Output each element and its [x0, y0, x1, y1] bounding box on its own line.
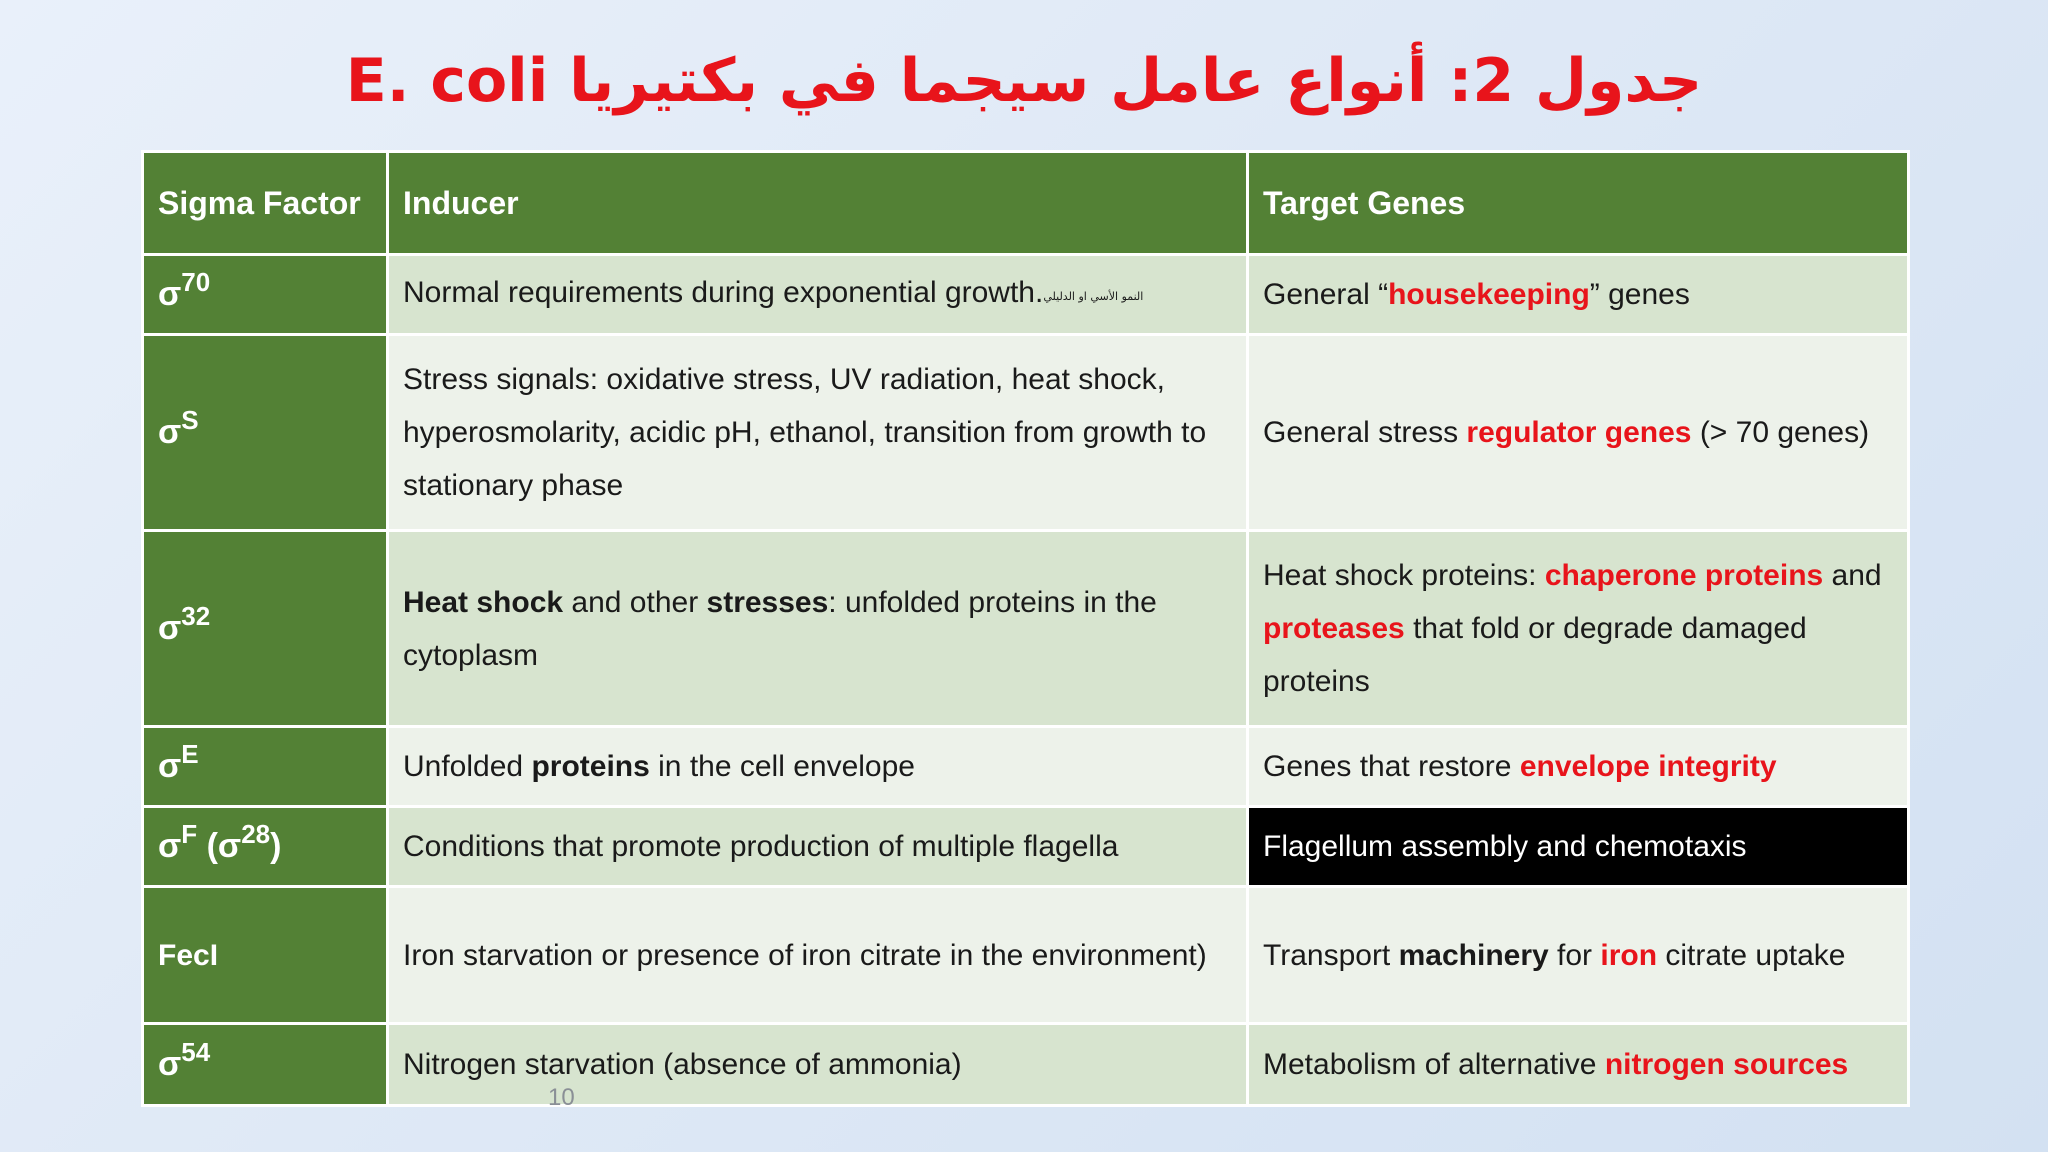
header-target-genes: Target Genes [1248, 152, 1909, 255]
inducer-text: Unfolded [403, 750, 532, 783]
header-inducer: Inducer [388, 152, 1248, 255]
inducer-cell [388, 255, 1248, 335]
sigma-cell [143, 531, 388, 727]
target-cell-selected [1248, 807, 1909, 887]
inducer-cell [388, 727, 1248, 807]
target-cell [1248, 255, 1909, 335]
sigma-cell [143, 887, 388, 1024]
table-row [143, 807, 1909, 887]
target-highlight: envelope integrity [1519, 750, 1777, 783]
target-highlight: regulator genes [1466, 416, 1692, 449]
target-text: that fold or degrade damaged proteins [1263, 612, 1807, 698]
sigma-alias: (σ [197, 827, 242, 865]
target-text: citrate uptake [1657, 938, 1846, 972]
table-header-row [143, 152, 1909, 255]
slide-title: جدول 2: أنواع عامل سيجما في بكتيريا E. coli [345, 46, 1703, 116]
table-row [143, 887, 1909, 1024]
sigma-superscript: S [181, 405, 199, 435]
inducer-bold: Heat shock [403, 585, 564, 619]
inducer-text: Iron starvation or presence of iron citrate in the environment) [403, 938, 1207, 972]
target-text: (> 70 genes) [1691, 416, 1870, 449]
target-highlight: housekeeping [1388, 278, 1590, 311]
table-row [143, 1024, 1909, 1106]
sigma-symbol: σ [158, 275, 182, 313]
target-cell [1248, 1024, 1909, 1106]
target-highlight: nitrogen sources [1604, 1048, 1849, 1081]
sigma-alias-end: ) [270, 827, 282, 865]
inducer-text: : unfolded proteins in the cytoplasm [403, 585, 1157, 672]
table-row [143, 727, 1909, 807]
sigma-symbol: σ [158, 747, 182, 785]
sigma-superscript: F [181, 819, 198, 849]
sigma-cell [143, 807, 388, 887]
sigma-symbol: σ [158, 609, 182, 647]
sigma-alias-superscript: 28 [241, 819, 271, 849]
target-text: General stress [1263, 416, 1467, 449]
table-row [143, 335, 1909, 531]
inducer-cell [388, 531, 1248, 727]
inducer-text: Normal requirements during exponential growth. [403, 276, 1044, 309]
sigma-symbol: FecI [158, 939, 219, 972]
target-text: and [1823, 559, 1882, 592]
target-cell [1248, 531, 1909, 727]
inducer-bold: stresses [706, 585, 829, 619]
target-text: General “ [1263, 278, 1389, 311]
sigma-superscript: 70 [181, 267, 211, 297]
target-cell [1248, 727, 1909, 807]
inducer-cell [388, 1024, 1248, 1106]
sigma-cell [143, 335, 388, 531]
target-text: Metabolism of alternative [1263, 1048, 1605, 1081]
sigma-superscript: E [181, 739, 199, 769]
target-highlight: chaperone proteins [1544, 559, 1824, 592]
header-sigma-factor: Sigma Factor [143, 152, 388, 255]
target-bold: machinery [1398, 938, 1549, 972]
table-row [143, 531, 1909, 727]
inducer-cell [388, 807, 1248, 887]
inducer-text: Stress signals: oxidative stress, UV radiation, heat shock, hyperosmolarity, acidic pH, ethanol, transition from growth to stationary phase [403, 363, 1207, 502]
sigma-factor-table [141, 150, 1910, 1107]
target-cell [1248, 335, 1909, 531]
sigma-cell [143, 727, 388, 807]
sigma-symbol: σ [158, 1045, 182, 1083]
target-text: Heat shock proteins: [1263, 559, 1545, 592]
sigma-symbol: σ [158, 827, 182, 865]
target-text: Genes that restore [1263, 750, 1520, 783]
inducer-text: in the cell envelope [649, 750, 915, 783]
target-text: ” genes [1589, 278, 1690, 311]
page-number: 10 [548, 1084, 575, 1111]
inducer-text: and other [563, 585, 707, 619]
sigma-superscript: 32 [181, 601, 211, 631]
inducer-text: Conditions that promote production of multiple flagella [403, 830, 1119, 863]
target-text: Flagellum assembly and chemotaxis [1263, 830, 1747, 863]
sigma-symbol: σ [158, 413, 182, 451]
inducer-bold: proteins [531, 750, 650, 783]
target-highlight: iron [1600, 938, 1658, 972]
target-highlight: proteases [1263, 612, 1405, 645]
sigma-cell [143, 1024, 388, 1106]
sigma-cell [143, 255, 388, 335]
table-row [143, 255, 1909, 335]
target-text: Transport [1263, 938, 1399, 972]
target-cell [1248, 887, 1909, 1024]
sigma-superscript: 54 [181, 1037, 211, 1067]
inducer-cell [388, 335, 1248, 531]
inducer-text: Nitrogen starvation (absence of ammonia) [403, 1048, 962, 1081]
inducer-cell [388, 887, 1248, 1024]
target-text: for [1548, 938, 1601, 972]
arabic-annotation: النمو الأسي او الدليلي [1043, 290, 1144, 303]
